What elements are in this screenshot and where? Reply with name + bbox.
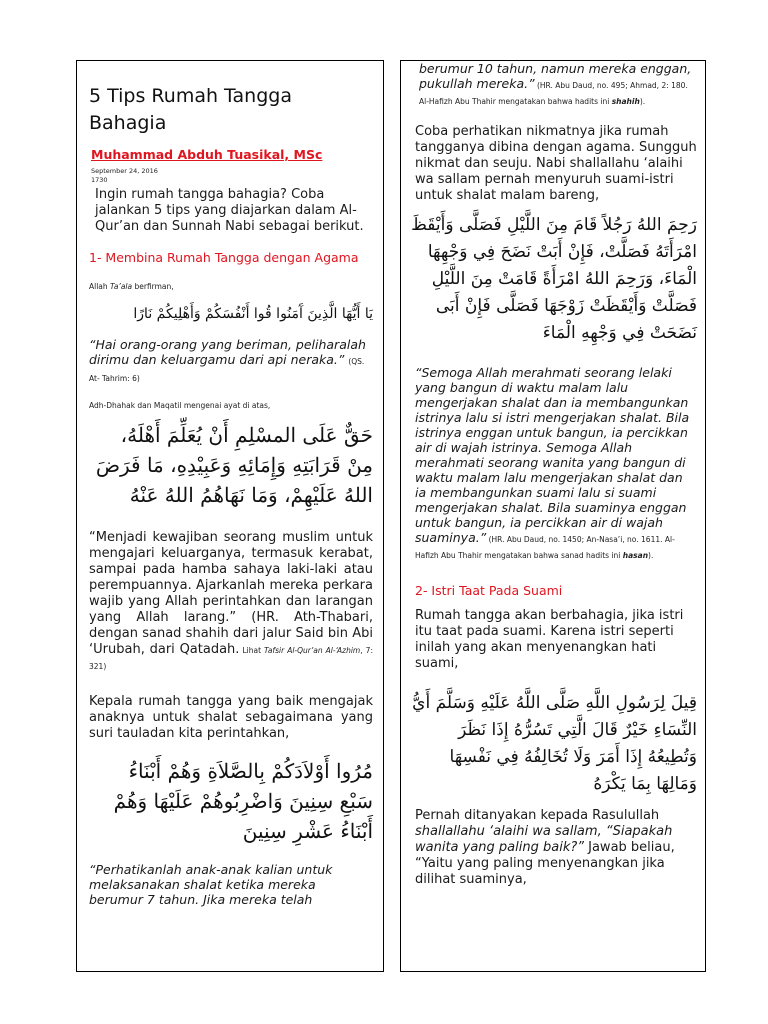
arabic-hadith-shalat: مُرُوا أَوْلاَدَكُمْ بِالصَّلاَةِ وَهُمْ أَبْنَاءُ سَبْعِ سِنِينَ وَاضْرِبُوهُمْ عَلَيْهَا وَهُمْ أَبْنَاءُ عَشْرِ سِنِينَ [113,759,373,843]
intro-paragraph: Ingin rumah tangga bahagia? Coba jalankan 5 tips yang diajarkan dalam Al-Qur’an dan Sunnah Nabi sebagai berikut. [95,187,364,234]
arabic-qila: قِيلَ لِرَسُولِ اللَّهِ صَلَّى اللَّهُ عَلَيْهِ وَسَلَّمَ أَيُّ النِّسَاءِ خَيْرٌ قَالَ الَّتِي تَسُرُّهُ إِذَا نَظَرَ وَتُطِيعُهُ إِذَا أَمَرَ وَلَا تُخَالِفُهُ فِي نَفْسِهَا وَمَالِهَا بِمَا يَكْرَهُ [412,693,697,794]
coba-paragraph: Coba perhatikan nikmatnya jika rumah tangganya dibina dengan agama. Sungguh nikmat dan seuju. Nabi shallallahu ‘alaihi wa sallam pernah menyuruh suami-istri untuk shalat malam bareng, [415,124,697,203]
article-title: 5 Tips Rumah Tangga Bahagia [89,85,292,134]
right-column [400,60,706,972]
hadith-translation-partial: “Perhatikanlah anak-anak kalian untuk melaksanakan shalat ketika mereka berumur 7 tahun. Jika mereka telah [89,862,333,907]
rumah-paragraph: Rumah tangga akan berbahagia, jika istri itu taat pada suami. Karena istri seperti inilah yang akan menyenangkan hati suami, [415,608,684,671]
arabic-rahima: رَحِمَ اللهُ رَجُلاً قَامَ مِنَ اللَّيْلِ فَصَلَّى وَأَيْقَظَ امْرَأَتَهُ فَصَلَّتْ، فَإِنْ أَبَتْ نَضَحَ فِي وَجْهِهَا الْمَاءَ، وَرَحِمَ اللهُ امْرَأَةً قَامَتْ مِنَ اللَّيْلِ فَصَلَّتْ وَأَيْقَظَتْ زَوْجَهَا فَصَلَّى فَإِنْ أَبَى نَضَحَتْ فِي وَجْهِهِ الْمَاءَ [411,215,697,343]
rahima-translation: “Semoga Allah merahmati seorang lelaki yang bangun di waktu malam lalu mengerjakan shalat dan ia membangunkan istrinya lalu si istri mengerjakan shalat. Bila istrinya enggan untuk bangun, ia percikkan air di wajah istrinya. Semoga Allah merahmati seorang wanita yang bangun di waktu malam lalu mengerjakan shalat dan ia membangunkan suami lalu si suami mengerjakan shalat. Bila suaminya enggan untuk bangun, ia percikkan air di wajah suaminya.” (HR. Abu Daud, no. 1450; An-Nasa’i, no. 1611. Al-Hafizh Abu Thahir mengatakan bahwa sanad hadits ini hasan). [415,365,690,560]
kepala-paragraph: Kepala rumah tangga yang baik mengajak anaknya untuk shalat sebagaimana yang suri tauladan kita perintahkan, [89,694,373,741]
left-column [76,60,384,972]
pernah-paragraph: Pernah ditanyakan kepada Rasulullah shallallahu ‘alaihi wa sallam, “Siapakah wanita yang paling baik?” Jawab beliau, “Yaitu yang paling menyenangkan jika dilihat suaminya, [415,808,675,887]
article-number: 1730 [91,176,108,184]
author-link[interactable]: Muhammad Abduh Tuasikal, MSc [91,147,323,162]
section-heading-2: 2- Istri Taat Pada Suami [415,583,563,598]
allah-berfirman-line: Allah Ta’ala berfirman, [89,282,174,291]
tafsir-intro: Adh-Dhahak dan Maqatil mengenai ayat di atas, [89,401,271,410]
ayat-translation: “Hai orang-orang yang beriman, peliharalah dirimu dan keluargamu dari api neraka.” (QS. At- Tahrim: 6) [89,337,366,383]
arabic-tafsir: حَقٌّ عَلَى المسْلِمِ أَنْ يُعَلِّمَ أَهْلَهُ، مِنْ قَرَابَتِهِ وَإِمَائِهِ وَعَبِيْدِهِ، مَا فَرَضَ اللهُ عَلَيْهِمْ، وَمَا نَهَاهُمُ اللهُ عَنْهُ [95,423,373,507]
tafsir-translation: “Menjadi kewajiban seorang muslim untuk mengajari keluarganya, termasuk kerabat, sampai pada hamba sahaya laki-laki atau perempuannya. Ajarkanlah mereka perkara wajib yang Allah perintahkan dan larangan yang Allah larang.” (HR. Ath-Thabari, dengan sanad shahih dari jalur Said bin Abi ‘Urubah, dari Qatadah. Lihat Tafsir Al-Qur’an Al-‘Azhim, 7: 321) [89,530,373,671]
hadith-translation-continued: berumur 10 tahun, namun mereka enggan, pukullah mereka.” (HR. Abu Daud, no. 495; Ahmad, 2: 180. Al-Hafizh Abu Thahir mengatakan bahwa hadits ini shahih). [419,61,692,106]
arabic-ayat-tahrim: يَا أَيُّهَا الَّذِينَ آَمَنُوا قُوا أَنْفُسَكُمْ وَأَهْلِيكُمْ نَارًا [133,306,373,322]
publish-date: September 24, 2016 [91,167,158,175]
section-heading-1: 1- Membina Rumah Tangga dengan Agama [89,250,359,265]
